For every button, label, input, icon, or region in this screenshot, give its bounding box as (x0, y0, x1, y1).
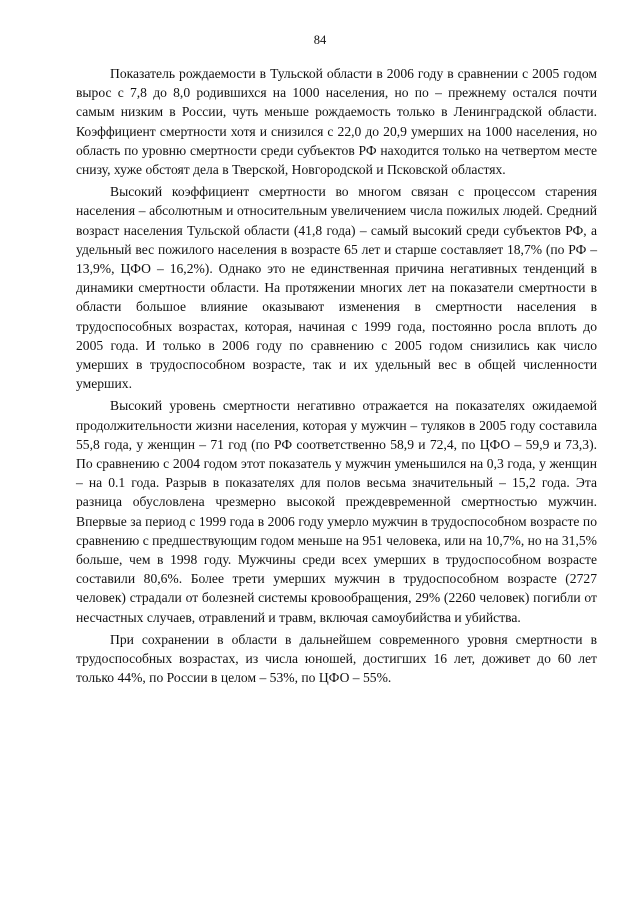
paragraph-survival-forecast: При сохранении в области в дальнейшем современного уровня смертности в трудоспособных возрастах, из числа юношей, достигших 16 лет, доживет до 60 лет только 44%, по России в целом – 53%, по ЦФО – 55%. (76, 631, 597, 686)
paragraph-birth-death-rates: Показатель рождаемости в Тульской области в 2006 году в сравнении с 2005 годом вырос с 7,8 до 8,0 родившихся на 1000 населения, но по – прежнему остался почти самым низким в России, чуть меньше рождаемость только в Ленинградской области. Коэффициент смертности хотя и снизился с 22,0 до 20,9 умерших на 1000 населения, но область по уровню смертности среди субъектов РФ находится только на четвертом месте снизу, хуже обстоят дела в Тверской, Новгородской и Псковской областях. (76, 66, 597, 178)
paragraph-life-expectancy: Высокий уровень смертности негативно отражается на показателях ожидаемой продолжительности жизни населения, которая у мужчин – туляков в 2005 году составила 55,8 года, у женщин – 71 год (по РФ соответственно 58,9 и 72,4, по ЦФО – 59,9 и 73,3). По сравнению с 2004 годом этот показатель у мужчин уменьшился на 0,3 года, у женщин – на 0.1 года. Разрыв в показателях для полов весьма значительный – 15,2 года. Эта разница обусловлена чрезмерно высокой преждевременной смертностью мужчин. Впервые за период с 1999 года в 2006 году умерло мужчин в трудоспособном возрасте по сравнению с предшествующим годом меньше на 951 человека, или на 10,7%, но на 31,5% больше, чем в 1998 году. Мужчины среди всех умерших в трудоспособном возрасте составили 80,6%. Более трети умерших мужчин в трудоспособном возрасте (2727 человек) страдали от болезней системы кровообращения, 29% (2260 человек) погибли от несчастных случаев, отравлений и травм, включая самоубийства и убийства. (76, 398, 597, 625)
body-text (76, 64, 597, 688)
paragraph-population-aging: Высокий коэффициент смертности во многом связан с процессом старения населения – абсолютным и относительным увеличением числа пожилых людей. Средний возраст населения Тульской области (41,8 года) – самый высокий среди субъектов РФ, а удельный вес пожилого населения в возрасте 65 лет и старше составляет 18,7% (по РФ – 13,9%, ЦФО – 16,2%). Однако это не единственная причина негативных тенденций в динамики смертности области. На протяжении многих лет на показатели смертности в области большое влияние оказывают изменения в смертности населения в трудоспособных возрастах, которая, начиная с 1999 года, постоянно росла вплоть до 2005 года. И только в 2006 году по сравнению с 2005 годом снизились как число умерших в трудоспособном возрасте, так и их удельный вес в общей численности умерших. (76, 184, 597, 392)
page-number: 84 (313, 33, 327, 47)
